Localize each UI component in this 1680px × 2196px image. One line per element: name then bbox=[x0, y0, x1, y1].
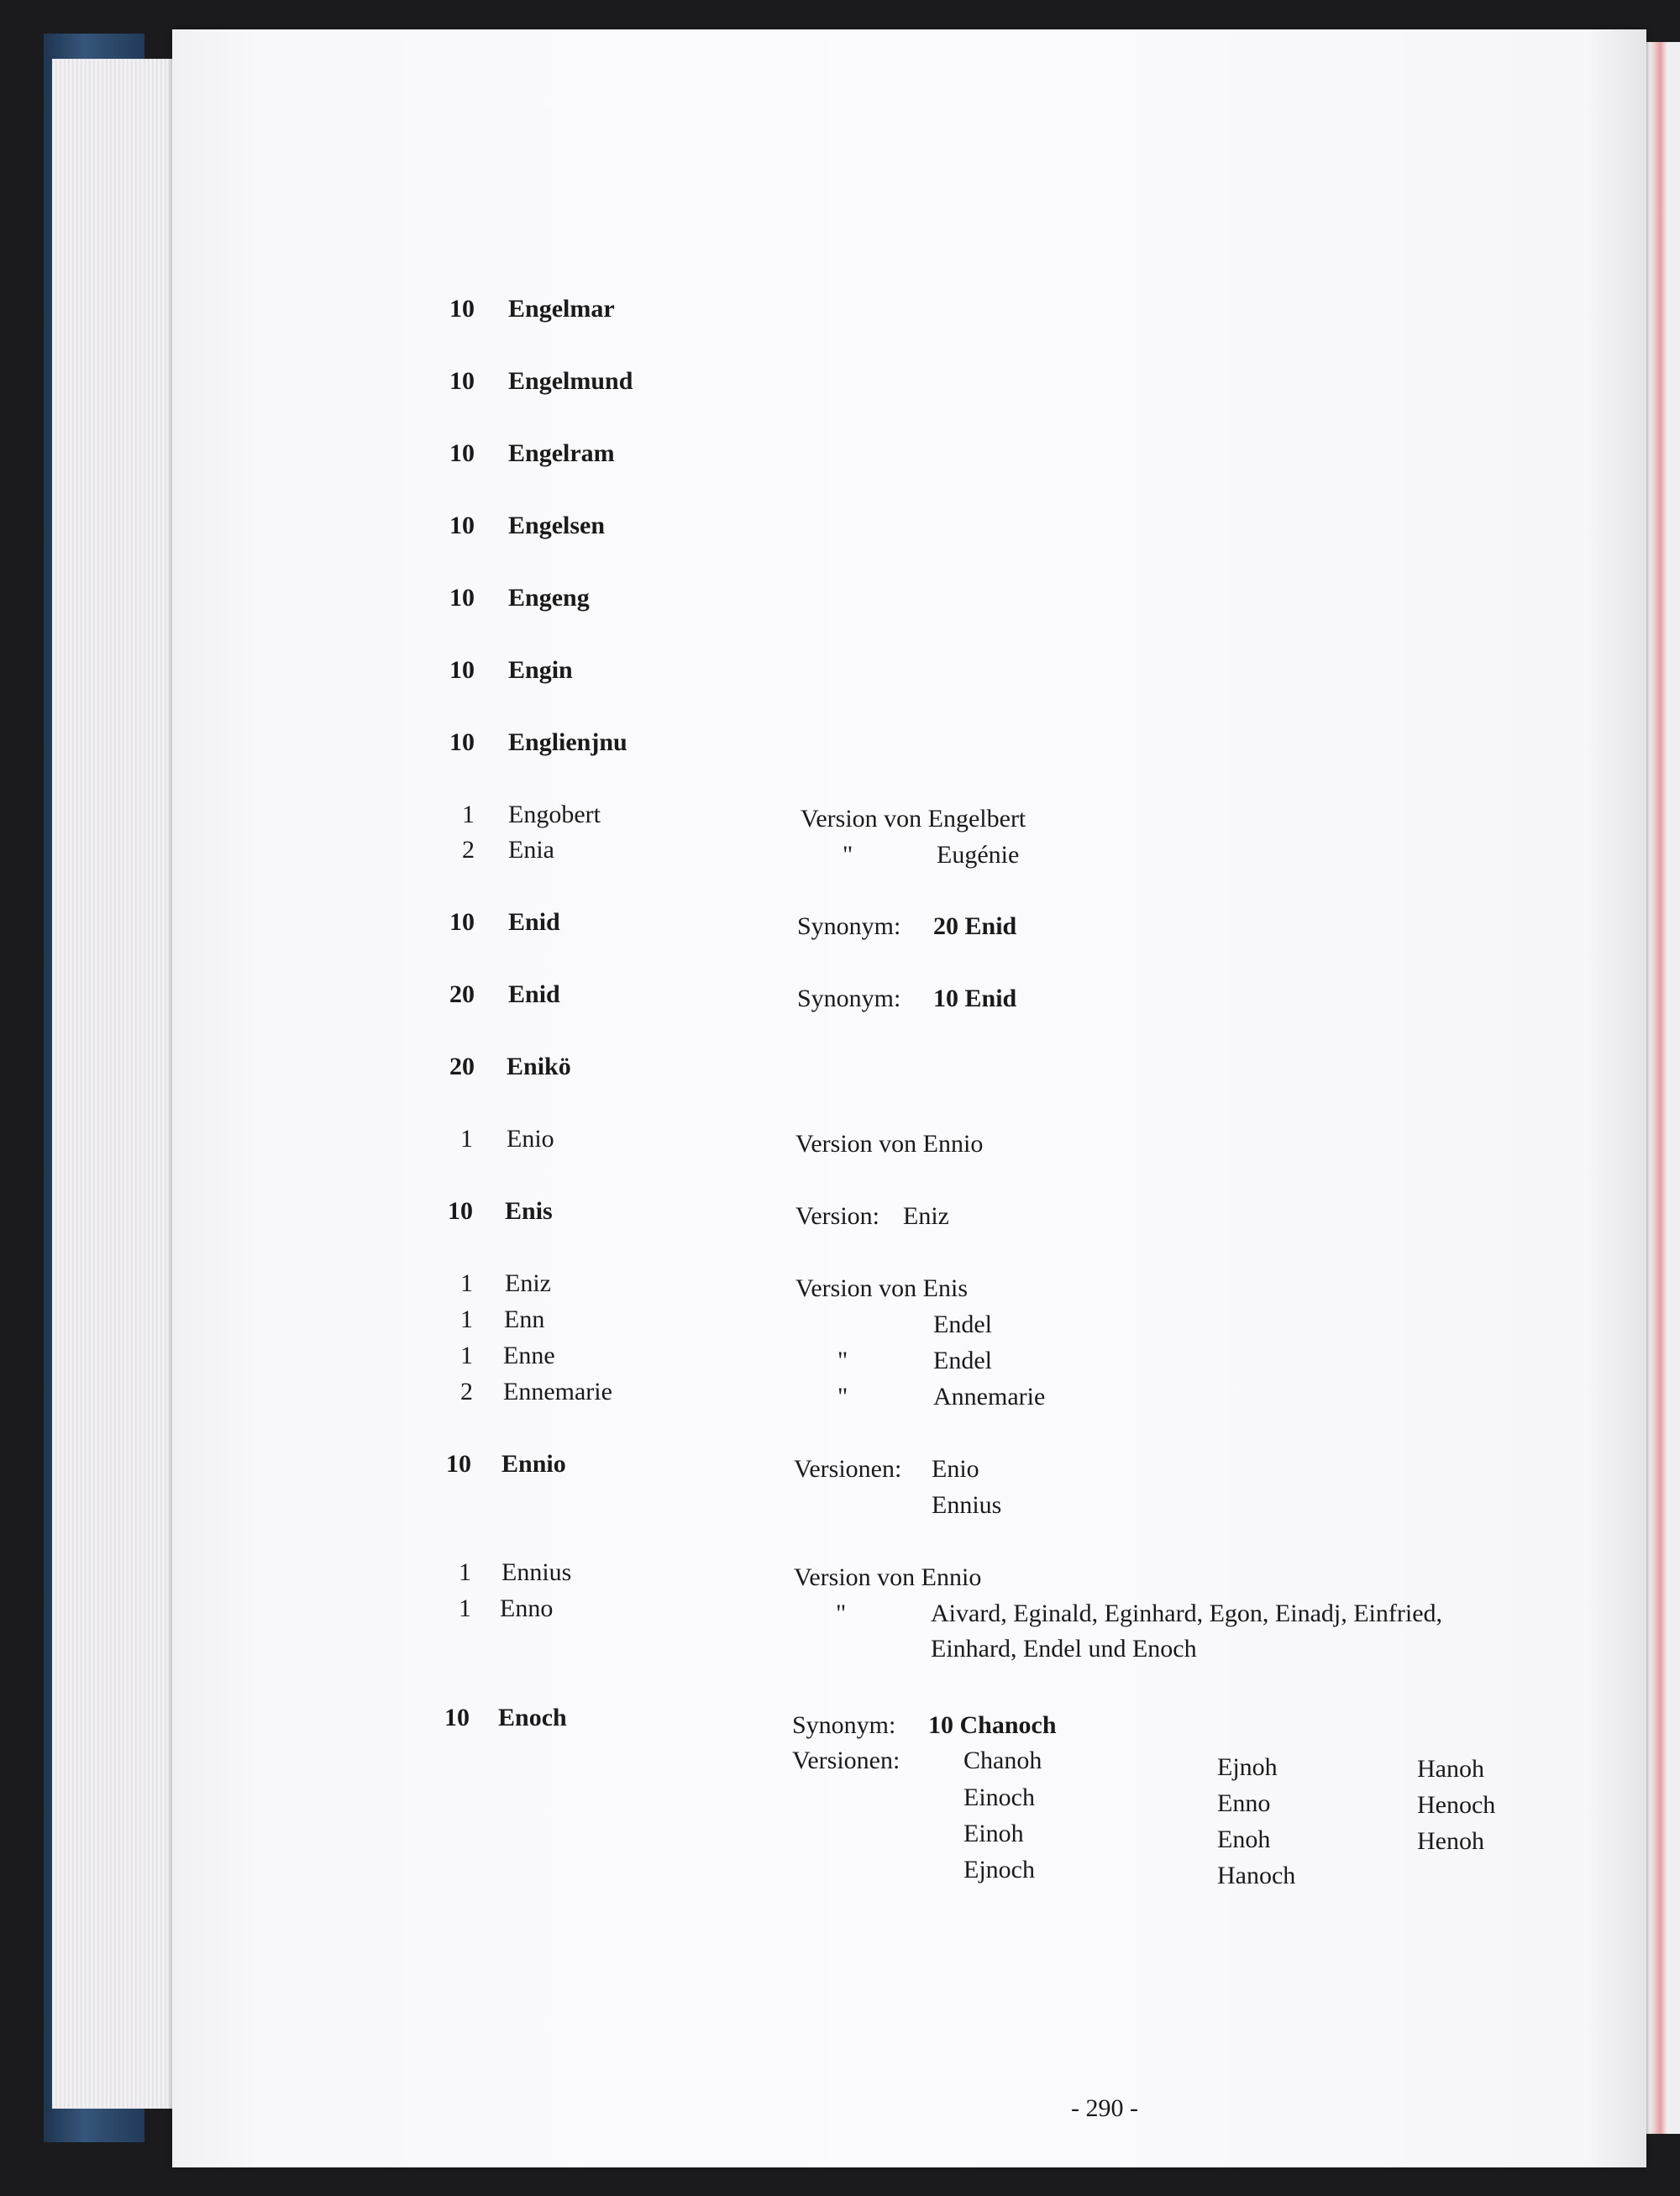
entry-number: 10 bbox=[449, 656, 475, 684]
ditto-mark: " bbox=[836, 1600, 847, 1627]
entry-name: Enio bbox=[507, 1125, 554, 1153]
version-item: Einoh bbox=[963, 1820, 1024, 1847]
entry-number: 1 bbox=[460, 1269, 473, 1297]
entry-number: 1 bbox=[460, 1342, 473, 1369]
entry-number: 20 bbox=[449, 1053, 475, 1080]
entry-number: 10 bbox=[449, 908, 475, 936]
entry-number: 10 bbox=[449, 295, 475, 323]
ditto-mark: " bbox=[843, 841, 853, 869]
entry-note-value: Annemarie bbox=[933, 1383, 1046, 1411]
entry-name: Engelram bbox=[508, 439, 615, 467]
entry-number: 2 bbox=[460, 1378, 473, 1405]
version-item: Henoh bbox=[1417, 1827, 1484, 1855]
version-item: Ejnoch bbox=[963, 1856, 1035, 1883]
entry-note-value: Einhard, Endel und Enoch bbox=[931, 1635, 1197, 1663]
entry-note-value: Enio bbox=[932, 1455, 979, 1483]
ditto-mark: " bbox=[837, 1347, 848, 1374]
entry-note: Version: bbox=[795, 1202, 879, 1230]
entry-name: Enid bbox=[508, 908, 560, 936]
entry-note-value: Ennius bbox=[932, 1491, 1002, 1519]
entry-name: Enid bbox=[508, 980, 560, 1008]
entry-number: 20 bbox=[449, 980, 475, 1008]
version-item: Hanoch bbox=[1217, 1862, 1296, 1889]
entry-number: 10 bbox=[449, 512, 475, 539]
entry-name: Engelmar bbox=[508, 295, 615, 323]
version-item: Henoch bbox=[1417, 1791, 1496, 1819]
entry-note-value: Eniz bbox=[903, 1202, 949, 1230]
entry-number: 1 bbox=[460, 1125, 473, 1153]
entry-name: Enne bbox=[503, 1342, 555, 1369]
entry-number: 10 bbox=[444, 1704, 470, 1731]
entry-name: Engin bbox=[508, 656, 573, 684]
entry-number: 10 bbox=[446, 1450, 471, 1478]
entry-note: Version von Engelbert bbox=[801, 805, 1026, 833]
entry-note-value: Endel bbox=[933, 1347, 992, 1374]
entry-name: Engeng bbox=[508, 584, 590, 612]
entry-number: 1 bbox=[459, 1558, 471, 1586]
entry-note-value: 10 Enid bbox=[933, 985, 1017, 1012]
entry-note-value: Aivard, Eginald, Eginhard, Egon, Einadj, Einfried, bbox=[931, 1600, 1443, 1627]
entry-name: Engelmund bbox=[508, 367, 633, 395]
entry-number: 10 bbox=[449, 584, 475, 612]
ditto-mark: " bbox=[837, 1383, 848, 1411]
entry-name: Enoch bbox=[498, 1704, 567, 1731]
entry-name: Eniz bbox=[505, 1269, 551, 1297]
entry-number: 10 bbox=[448, 1197, 473, 1225]
entry-number: 1 bbox=[460, 1306, 473, 1333]
entry-number: 1 bbox=[462, 801, 475, 828]
entry-name: Enno bbox=[500, 1594, 554, 1622]
entry-note: Version von Ennio bbox=[794, 1563, 982, 1591]
entry-name: Enn bbox=[504, 1306, 545, 1333]
version-item: Chanoh bbox=[963, 1747, 1042, 1774]
entry-name: Engelsen bbox=[508, 512, 606, 539]
entry-name: Ennius bbox=[501, 1558, 572, 1586]
entry-number: 1 bbox=[459, 1594, 471, 1622]
version-item: Enno bbox=[1217, 1789, 1271, 1817]
entry-number: 10 bbox=[449, 439, 475, 467]
entry-number: 10 bbox=[449, 367, 475, 395]
version-item: Ejnoh bbox=[1217, 1753, 1278, 1781]
book-page bbox=[172, 29, 1646, 2167]
entry-note-value: Eugénie bbox=[937, 841, 1020, 869]
versions-label: Versionen: bbox=[792, 1747, 900, 1774]
entry-name: Enis bbox=[505, 1197, 553, 1225]
entry-note: Synonym: bbox=[797, 912, 901, 940]
entry-note-value: 10 Chanoch bbox=[928, 1711, 1057, 1739]
entry-name: Ennio bbox=[501, 1450, 566, 1478]
entry-note: Synonym: bbox=[792, 1711, 896, 1739]
entry-note-value: 20 Enid bbox=[933, 912, 1017, 940]
entry-note: Version von Enis bbox=[795, 1274, 968, 1302]
entry-note: Versionen: bbox=[794, 1455, 902, 1483]
entry-name: Englienjnu bbox=[508, 728, 627, 756]
entry-note-value: Endel bbox=[933, 1311, 992, 1338]
version-item: Hanoh bbox=[1417, 1755, 1484, 1783]
entry-name: Ennemarie bbox=[503, 1378, 612, 1405]
entry-note: Synonym: bbox=[797, 985, 901, 1012]
page-edges bbox=[52, 59, 186, 2109]
entry-name: Enia bbox=[508, 836, 554, 864]
entry-name: Enikö bbox=[507, 1053, 571, 1080]
entry-note: Version von Ennio bbox=[795, 1130, 984, 1158]
entry-name: Engobert bbox=[508, 801, 601, 828]
entry-number: 10 bbox=[449, 728, 475, 756]
page-number: - 290 - bbox=[1071, 2094, 1138, 2122]
version-item: Einoch bbox=[963, 1784, 1035, 1811]
entry-number: 2 bbox=[462, 836, 475, 864]
version-item: Enoh bbox=[1217, 1826, 1271, 1853]
